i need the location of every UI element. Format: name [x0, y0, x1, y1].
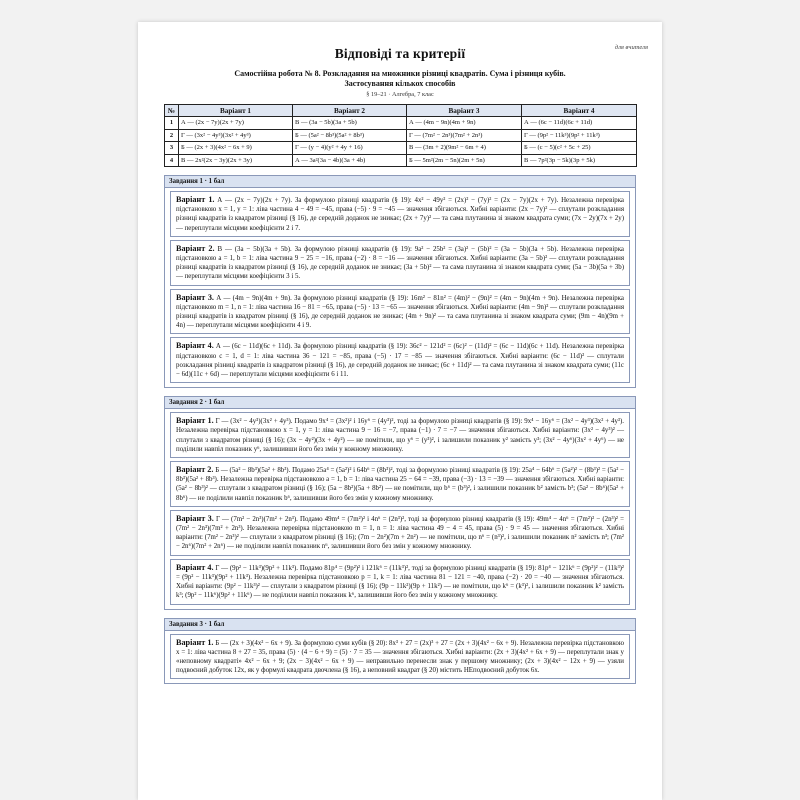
table-cell: Г — (3x² − 4y³)(3x² + 4y³)	[179, 129, 293, 142]
column-header: Варіант 3	[407, 105, 522, 117]
answers-table-header	[165, 105, 637, 117]
task-3-section	[164, 618, 636, 685]
table-cell: В — (3a − 5b)(3a + 5b)	[293, 117, 407, 130]
table-cell: Б — (c − 5)(c² + 5c + 25)	[522, 142, 637, 155]
variant-text: А — (2x − 7y)(2x + 7y). За формулою різниці квадратів (§ 19): 4x² − 49y² = (2x)² − (7y)² = (2x − 7y)(2x + 7y). Незалежна перевірка підстановкою x = 1, y = 1: ліва частина 4 − 49 = −45, права (−5) · 9 = −45 — значення збігаються. Хибні варіанти: (2x − 7y)² — сплутали розкладання різниці квадратів із квадратом різниці (§ 16), де середній доданок не зникає; (2x + 7y)² — та сама плутанина зі знаком квадрата суми; (7x − 2y)(7x + 2y) — переплутали місцями коефіцієнти 2 і 7.	[176, 197, 624, 232]
variant-explanation	[170, 634, 630, 680]
table-cell: Г — (7m² − 2n³)(7m² + 2n³)	[407, 129, 522, 142]
task-body	[165, 409, 635, 608]
variant-label: Варіант 2.	[176, 465, 214, 475]
variant-label: Варіант 1.	[176, 637, 214, 647]
table-cell: Г — (y − 4)(y² + 4y + 16)	[293, 142, 407, 155]
table-cell: 2	[165, 129, 179, 142]
variant-text: Г — (3x² − 4y³)(3x² + 4y³). Подамо 9x⁴ = (3x²)² і 16y⁶ = (4y³)², тоді за формулою різниці квадратів (§ 19): 9x⁴ − 16y⁶ = (3x² − 4y³)(3x² + 4y³). Незалежна перевірка підстановкою x = 1, y = 1: ліва частина 9 − 16 = −7, права (−1) · 7 = −7 — значення збігаються. Хибні варіанти: (3x² − 4y³)² — сплутали з квадратом різниці (§ 16); (3x − 4y²)(3x + 4y²) — не помітили, що y⁶ = (y³)², і залишили показник y² замість y³; (3x² − 4y⁶)(3x² + 4y⁶) — не поділили навпіл показник y⁶, залишивши його без змін у кожному множнику.	[176, 418, 625, 453]
variant-label: Варіант 2.	[176, 243, 215, 253]
variant-text: А — (4m − 9n)(4m + 9n). За формулою різниці квадратів (§ 19): 16m² − 81n² = (4m)² − (9n)² = (4m − 9n)(4m + 9n). Незалежна перевірка підстановкою m = 1, n = 1: ліва частина 16 − 81 = −65, права (−5) · 13 = −65 — значення збігаються. Хибні варіанти: (4m − 9n)² — сплутали розкладання різниці квадратів із квадратом різниці (§ 16), де середній доданок не зникає; (4m + 9n)² — та сама плутанина зі знаком квадрата суми; (9m − 4n)(9m + 4n) — переплутали місцями коефіцієнти 4 і 9.	[176, 294, 624, 330]
variant-text: А — (6c − 11d)(6c + 11d). За формулою різниці квадратів (§ 19): 36c² − 121d² = (6c)² − (11d)² = (6c − 11d)(6c + 11d). Незалежна перевірка підстановкою c = 1, d = 1: ліва частина 36 − 121 = −85, права (−5) · 17 = −85 — значення збігаються. Хибні варіанти: (6c − 11d)² — сплутали розкладання різниці квадратів із квадратом різниці (§ 16), де середній доданок не зникає; (6c + 11d)² — та сама плутанина зі знаком квадрата суми; (11c − 6d)(11c + 6d) — переплутали місцями коефіцієнти 6 і 11.	[176, 343, 624, 379]
table-cell: В — 2x²(2x − 3y)(2x + 3y)	[179, 154, 293, 167]
table-cell: Б — (5a² − 8b³)(5a² + 8b³)	[293, 129, 407, 142]
variant-label: Варіант 4.	[176, 562, 214, 572]
variant-text: Б — (5a² − 8b³)(5a² + 8b³). Подамо 25a⁴ = (5a²)² і 64b⁶ = (8b³)², тоді за формулою різниці квадратів (§ 19): 25a⁴ − 64b⁶ = (5a²)² − (8b³)² = (5a² − 8b³)(5a² + 8b³). Незалежна перевірка підстановкою a = 1, b = 1: ліва частина 25 − 64 = −39, права (−3) · 13 = −39 — значення збігаються. Хибні варіанти: (5a² − 8b³)² — сплутали з квадратом різниці (§ 16); (5a − 8b²)(5a + 8b²) — не помітили, що b⁶ = (b³)², і залишили показник b² замість b³; (5a² − 8b⁶)(5a² + 8b⁶) — не поділили навпіл показник b⁶, залишивши його без змін у кожному множнику.	[176, 467, 624, 502]
table-cell: А — 3a²(3a − 4b)(3a + 4b)	[293, 154, 407, 167]
variant-label: Варіант 1.	[176, 195, 215, 204]
table-cell: В — (3m + 2)(9m² − 6m + 4)	[407, 142, 522, 155]
table-cell: 3	[165, 142, 179, 155]
table-cell: А — (6c − 11d)(6c + 11d)	[522, 117, 637, 130]
page-subtitle	[164, 69, 636, 89]
variant-label: Варіант 3.	[176, 513, 214, 523]
variant-label: Варіант 4.	[176, 341, 214, 351]
table-row	[165, 129, 637, 142]
source-note: § 19–21 · Алгебра, 7 клас	[366, 91, 434, 98]
subtitle-line-1: Самостійна робота № 8. Розкладання на множники різниці квадратів. Сума і різниця кубів.	[234, 69, 566, 78]
audience-note: для вчителя	[614, 44, 648, 51]
task-body	[165, 188, 635, 387]
column-header: Варіант 2	[293, 105, 407, 117]
task-2-section	[164, 396, 636, 609]
table-cell: А — (4m − 9n)(4m + 9n)	[407, 117, 522, 130]
table-cell: Б — 5m²(2m − 5n)(2m + 5n)	[407, 154, 522, 167]
table-row	[165, 142, 637, 155]
variant-explanation	[170, 559, 630, 605]
column-header: Варіант 1	[179, 105, 293, 117]
table-row	[165, 154, 637, 167]
task-1-section	[164, 175, 636, 388]
variant-explanation	[170, 289, 630, 335]
subtitle-line-2: Застосування кількох способів	[344, 79, 456, 88]
variant-explanation	[170, 510, 630, 556]
table-cell: А — (2x − 7y)(2x + 7y)	[179, 117, 293, 130]
table-row	[165, 117, 637, 130]
answers-table	[164, 104, 637, 167]
table-cell: В — 7p²(3p − 5k)(3p + 5k)	[522, 154, 637, 167]
variant-explanation	[170, 412, 630, 458]
table-cell: 1	[165, 117, 179, 130]
page-content	[164, 22, 636, 684]
table-cell: Б — (2x + 3)(4x² − 6x + 9)	[179, 142, 293, 155]
variant-text: В — (3a − 5b)(3a + 5b). За формулою різниці квадратів (§ 19): 9a² − 25b² = (3a)² − (5b)² = (3a − 5b)(3a + 5b). Незалежна перевірка підстановкою a = 1, b = 1: ліва частина 9 − 25 = −16, права (−2) · 8 = −16 — значення збігаються. Хибні варіанти: (3a − 5b)² — сплутали розкладання різниці квадратів із квадратом різниці (§ 16), де середній доданок не зникає; (3a + 5b)² — та сама плутанина зі знаком квадрата суми; (5a − 3b)(5a + 3b) — переплутали місцями коефіцієнти 3 і 5.	[176, 245, 624, 281]
variant-text: Г — (9p² − 11k³)(9p² + 11k³). Подамо 81p⁴ = (9p²)² і 121k⁶ = (11k³)², тоді за формулою різниці квадратів (§ 19): 81p⁴ − 121k⁶ = (9p²)² − (11k³)² = (9p² − 11k³)(9p² + 11k³). Незалежна перевірка підстановкою p = 1, k = 1: ліва частина 81 − 121 = −40, права (−2) · 20 = −40 — значення збігаються. Хибні варіанти: (9p² − 11k³)² — сплутали з квадратом різниці (§ 16); (9p − 11k²)(9p + 11k²) — не помітили, що k⁶ = (k³)², і залишили показник k² замість k³; (9p² − 11k⁶)(9p² + 11k⁶) — не поділили навпіл показник k⁶, залишивши його без змін у кожному множнику.	[176, 564, 625, 600]
variant-text: Г — (7m² − 2n³)(7m² + 2n³). Подамо 49m⁴ = (7m²)² і 4n⁶ = (2n³)², тоді за формулою різниці квадратів (§ 19): 49m⁴ − 4n⁶ = (7m²)² − (2n³)² = (7m² − 2n³)(7m² + 2n³). Незалежна перевірка підстановкою m = 1, n = 1: ліва частина 49 − 4 = 45, права (5) · 9 = 45 — значення збігаються. Хибні варіанти: (7m² − 2n³)² — сплутали з квадратом різниці (§ 16); (7m − 2n²)(7m + 2n²) — не помітили, що n⁶ = (n³)², і залишили показник n² замість n³; (7m² − 2n⁶)(7m² + 2n⁶) — не поділили навпіл показник n⁶, залишивши його без змін у кожному множнику.	[176, 515, 624, 551]
variant-label: Варіант 1.	[176, 416, 214, 426]
variant-text: Б — (2x + 3)(4x² − 6x + 9). За формулою суми кубів (§ 20): 8x³ + 27 = (2x)³ + 27 = (2x + 3)(4x² − 6x + 9). Незалежна перевірка підстановкою x = 1: ліва частина 8 + 27 = 35, права (5) · (4 − 6 + 9) = (5) · 7 = 35 — значення збігаються. Хибні варіанти: (2x + 3)(4x² + 6x + 9) — переплутали знак у «неповному квадраті» 4x² − 6x + 9; (2x − 3)(4x² − 6x + 9) — неправильно перенесли знак у першому множнику; (2x + 3)(4x² − 12x + 9) — узяли подвоєний добуток 12x, як у формулі квадрата двочлена (§ 16), а неповний квадрат (§ 20) містить НЕподвоєний добуток 6x.	[176, 639, 624, 675]
task-body	[165, 631, 635, 684]
table-cell: 4	[165, 154, 179, 167]
variant-explanation	[170, 240, 630, 286]
task-header: Завдання 1 · 1 бал	[165, 176, 635, 188]
variant-label: Варіант 3.	[176, 292, 214, 302]
variant-explanation	[170, 337, 630, 383]
task-header: Завдання 3 · 1 бал	[165, 619, 635, 631]
task-header: Завдання 2 · 1 бал	[165, 397, 635, 409]
page-title: Відповіді та критерії	[334, 46, 466, 61]
variant-explanation	[170, 191, 630, 237]
column-header: №	[165, 105, 179, 117]
column-header: Варіант 4	[522, 105, 637, 117]
variant-explanation	[170, 461, 630, 507]
worksheet-page	[138, 22, 662, 800]
table-cell: Г — (9p² − 11k³)(9p² + 11k³)	[522, 129, 637, 142]
